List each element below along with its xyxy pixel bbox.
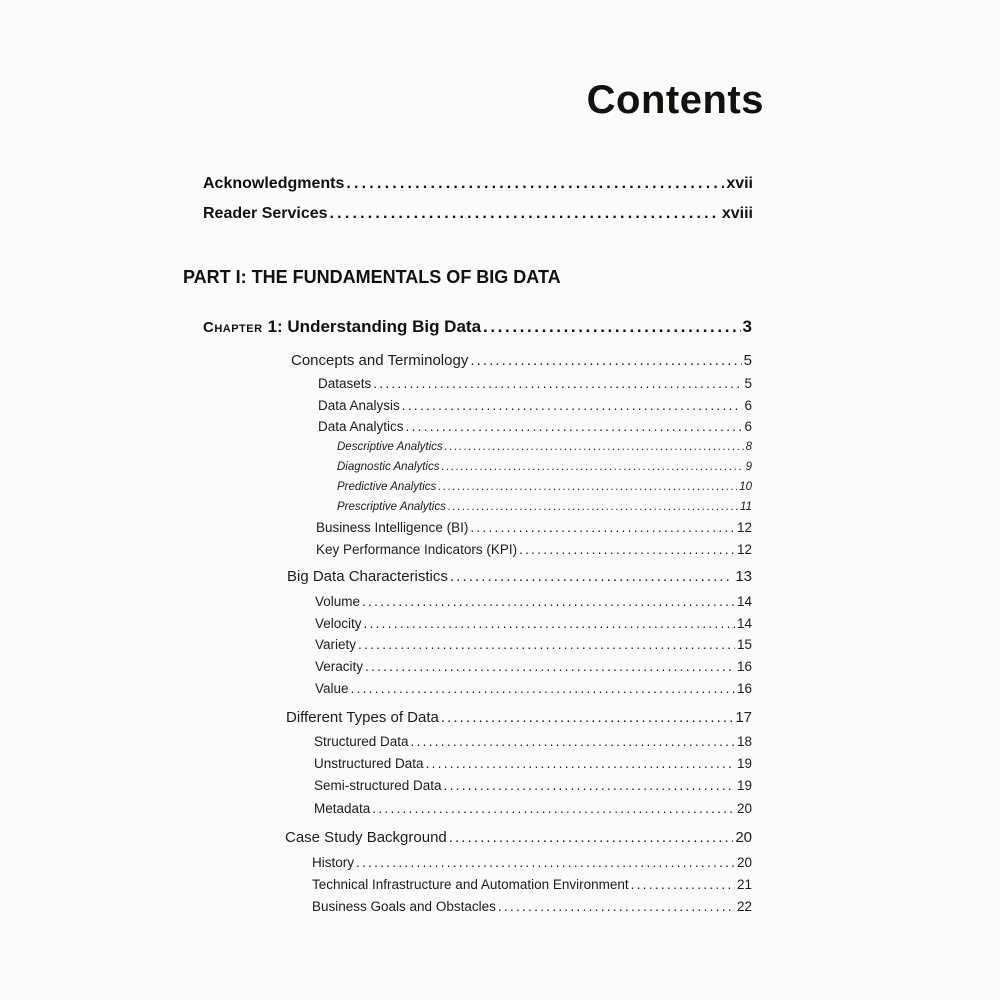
toc-entry-label: Data Analytics bbox=[318, 419, 404, 434]
toc-entry-subsection[interactable] bbox=[318, 398, 752, 413]
toc-entry-page: 11 bbox=[740, 501, 752, 513]
toc-entry-page: 20 bbox=[735, 829, 752, 846]
toc-entry-subsubsection[interactable] bbox=[337, 461, 752, 473]
toc-entry-label: Technical Infrastructure and Automation Environment bbox=[312, 877, 629, 892]
leader-dots bbox=[364, 616, 735, 631]
toc-entry-label: Velocity bbox=[315, 616, 362, 631]
toc-entry-page: 9 bbox=[745, 461, 752, 473]
leader-dots bbox=[448, 501, 738, 513]
leader-dots bbox=[498, 899, 735, 914]
leader-dots bbox=[365, 659, 735, 674]
toc-entry-page: 12 bbox=[736, 542, 752, 557]
toc-entry-label: Business Goals and Obstacles bbox=[312, 899, 496, 914]
toc-entry-page: 20 bbox=[736, 855, 752, 870]
toc-entry-label: Diagnostic Analytics bbox=[337, 461, 440, 473]
toc-entry-subsubsection[interactable] bbox=[337, 501, 752, 513]
toc-entry-page: xviii bbox=[721, 205, 753, 222]
toc-entry-subsection[interactable] bbox=[315, 616, 752, 631]
toc-entry-page: 10 bbox=[739, 481, 752, 493]
toc-entry-page: 6 bbox=[744, 419, 752, 434]
leader-dots bbox=[373, 376, 742, 391]
toc-entry-label bbox=[203, 317, 481, 337]
toc-entry-label: Acknowledgments bbox=[203, 175, 345, 192]
toc-entry-label: Business Intelligence (BI) bbox=[316, 520, 469, 535]
chapter-title: 1: Understanding Big Data bbox=[267, 317, 482, 336]
leader-dots bbox=[519, 542, 735, 557]
toc-entry-page: 18 bbox=[736, 734, 752, 749]
toc-entry-subsubsection[interactable] bbox=[337, 481, 752, 493]
toc-entry-subsection[interactable] bbox=[318, 376, 752, 391]
toc-entry-subsection[interactable] bbox=[318, 419, 752, 434]
toc-entry-subsection[interactable] bbox=[314, 734, 752, 749]
toc-entry-label: Predictive Analytics bbox=[337, 481, 437, 493]
toc-entry-label: Concepts and Terminology bbox=[291, 352, 469, 369]
toc-entry-label: Volume bbox=[315, 594, 361, 609]
toc-entry-label: Descriptive Analytics bbox=[337, 441, 443, 453]
toc-entry-section[interactable] bbox=[291, 352, 752, 369]
toc-entry-label: Datasets bbox=[318, 376, 372, 391]
leader-dots bbox=[426, 756, 735, 771]
toc-entry-subsection[interactable] bbox=[312, 855, 752, 870]
toc-entry-page: 21 bbox=[736, 877, 752, 892]
leader-dots bbox=[470, 520, 735, 535]
toc-entry-page: 13 bbox=[735, 568, 752, 585]
toc-entry-page: 5 bbox=[744, 376, 752, 391]
toc-entry-page: 16 bbox=[736, 681, 752, 696]
toc-entry-section[interactable] bbox=[286, 709, 752, 726]
page-title: Contents bbox=[586, 78, 764, 122]
toc-entry-label: Unstructured Data bbox=[314, 756, 424, 771]
toc-entry-reader-services[interactable] bbox=[203, 205, 753, 223]
toc-entry-label: Semi-structured Data bbox=[314, 778, 442, 793]
leader-dots bbox=[444, 778, 735, 793]
toc-entry-subsection[interactable] bbox=[314, 756, 752, 771]
toc-entry-page: xvii bbox=[726, 175, 753, 192]
toc-entry-subsubsection[interactable] bbox=[337, 441, 752, 453]
toc-entry-subsection[interactable] bbox=[312, 877, 752, 892]
toc-entry-page: 12 bbox=[736, 520, 752, 535]
toc-entry-page: 16 bbox=[736, 659, 752, 674]
leader-dots bbox=[358, 637, 735, 652]
leader-dots bbox=[483, 317, 741, 337]
toc-entry-label: Metadata bbox=[314, 801, 371, 816]
leader-dots bbox=[438, 481, 737, 493]
leader-dots bbox=[631, 877, 735, 892]
toc-entry-label: Data Analysis bbox=[318, 398, 400, 413]
toc-entry-subsection[interactable] bbox=[315, 681, 752, 696]
toc-entry-page: 14 bbox=[736, 616, 752, 631]
leader-dots bbox=[441, 461, 743, 473]
toc-entry-label: Variety bbox=[315, 637, 357, 652]
leader-dots bbox=[449, 829, 734, 846]
toc-entry-subsection[interactable] bbox=[312, 899, 752, 914]
toc-entry-page: 3 bbox=[742, 317, 752, 336]
toc-entry-subsection[interactable] bbox=[314, 778, 752, 793]
leader-dots bbox=[356, 855, 735, 870]
toc-entry-label: History bbox=[312, 855, 355, 870]
chapter-word: Chapter bbox=[203, 319, 263, 336]
toc-entry-page: 17 bbox=[735, 709, 752, 726]
toc-entry-subsection[interactable] bbox=[315, 594, 752, 609]
toc-entry-label: Prescriptive Analytics bbox=[337, 501, 446, 513]
toc-entry-subsection[interactable] bbox=[315, 637, 752, 652]
toc-entry-section[interactable] bbox=[285, 829, 752, 846]
toc-entry-subsection[interactable] bbox=[315, 659, 752, 674]
part-heading: PART I: THE FUNDAMENTALS OF BIG DATA bbox=[183, 267, 561, 287]
toc-entry-page: 14 bbox=[736, 594, 752, 609]
toc-entry-label: Case Study Background bbox=[285, 829, 447, 846]
toc-entry-page: 8 bbox=[745, 441, 752, 453]
leader-dots bbox=[441, 709, 733, 726]
toc-entry-label: Reader Services bbox=[203, 205, 328, 222]
toc-entry-section[interactable] bbox=[287, 568, 752, 585]
toc-entry-label: Value bbox=[315, 681, 349, 696]
toc-entry-page: 19 bbox=[736, 756, 752, 771]
toc-entry-subsection[interactable] bbox=[314, 801, 752, 816]
toc-entry-subsection[interactable] bbox=[316, 542, 752, 557]
toc-entry-label: Veracity bbox=[315, 659, 364, 674]
toc-entry-label: Key Performance Indicators (KPI) bbox=[316, 542, 518, 557]
toc-entry-subsection[interactable] bbox=[316, 520, 752, 535]
toc-entry-label: Different Types of Data bbox=[286, 709, 439, 726]
leader-dots bbox=[362, 594, 735, 609]
leader-dots bbox=[372, 801, 735, 816]
leader-dots bbox=[411, 734, 735, 749]
leader-dots bbox=[402, 398, 743, 413]
leader-dots bbox=[470, 352, 741, 369]
leader-dots bbox=[346, 175, 724, 193]
toc-entry-page: 19 bbox=[736, 778, 752, 793]
toc-entry-page: 5 bbox=[743, 352, 752, 369]
toc-entry-page: 6 bbox=[744, 398, 752, 413]
toc-entry-page: 22 bbox=[736, 899, 752, 914]
toc-entry-acknowledgments[interactable] bbox=[203, 175, 753, 193]
leader-dots bbox=[330, 205, 720, 223]
leader-dots bbox=[406, 419, 743, 434]
toc-entry-page: 15 bbox=[736, 637, 752, 652]
toc-entry-label: Structured Data bbox=[314, 734, 409, 749]
leader-dots bbox=[351, 681, 735, 696]
toc-entry-chapter-1[interactable] bbox=[203, 317, 752, 337]
leader-dots bbox=[450, 568, 733, 585]
toc-entry-page: 20 bbox=[736, 801, 752, 816]
toc-entry-label: Big Data Characteristics bbox=[287, 568, 448, 585]
leader-dots bbox=[445, 441, 744, 453]
